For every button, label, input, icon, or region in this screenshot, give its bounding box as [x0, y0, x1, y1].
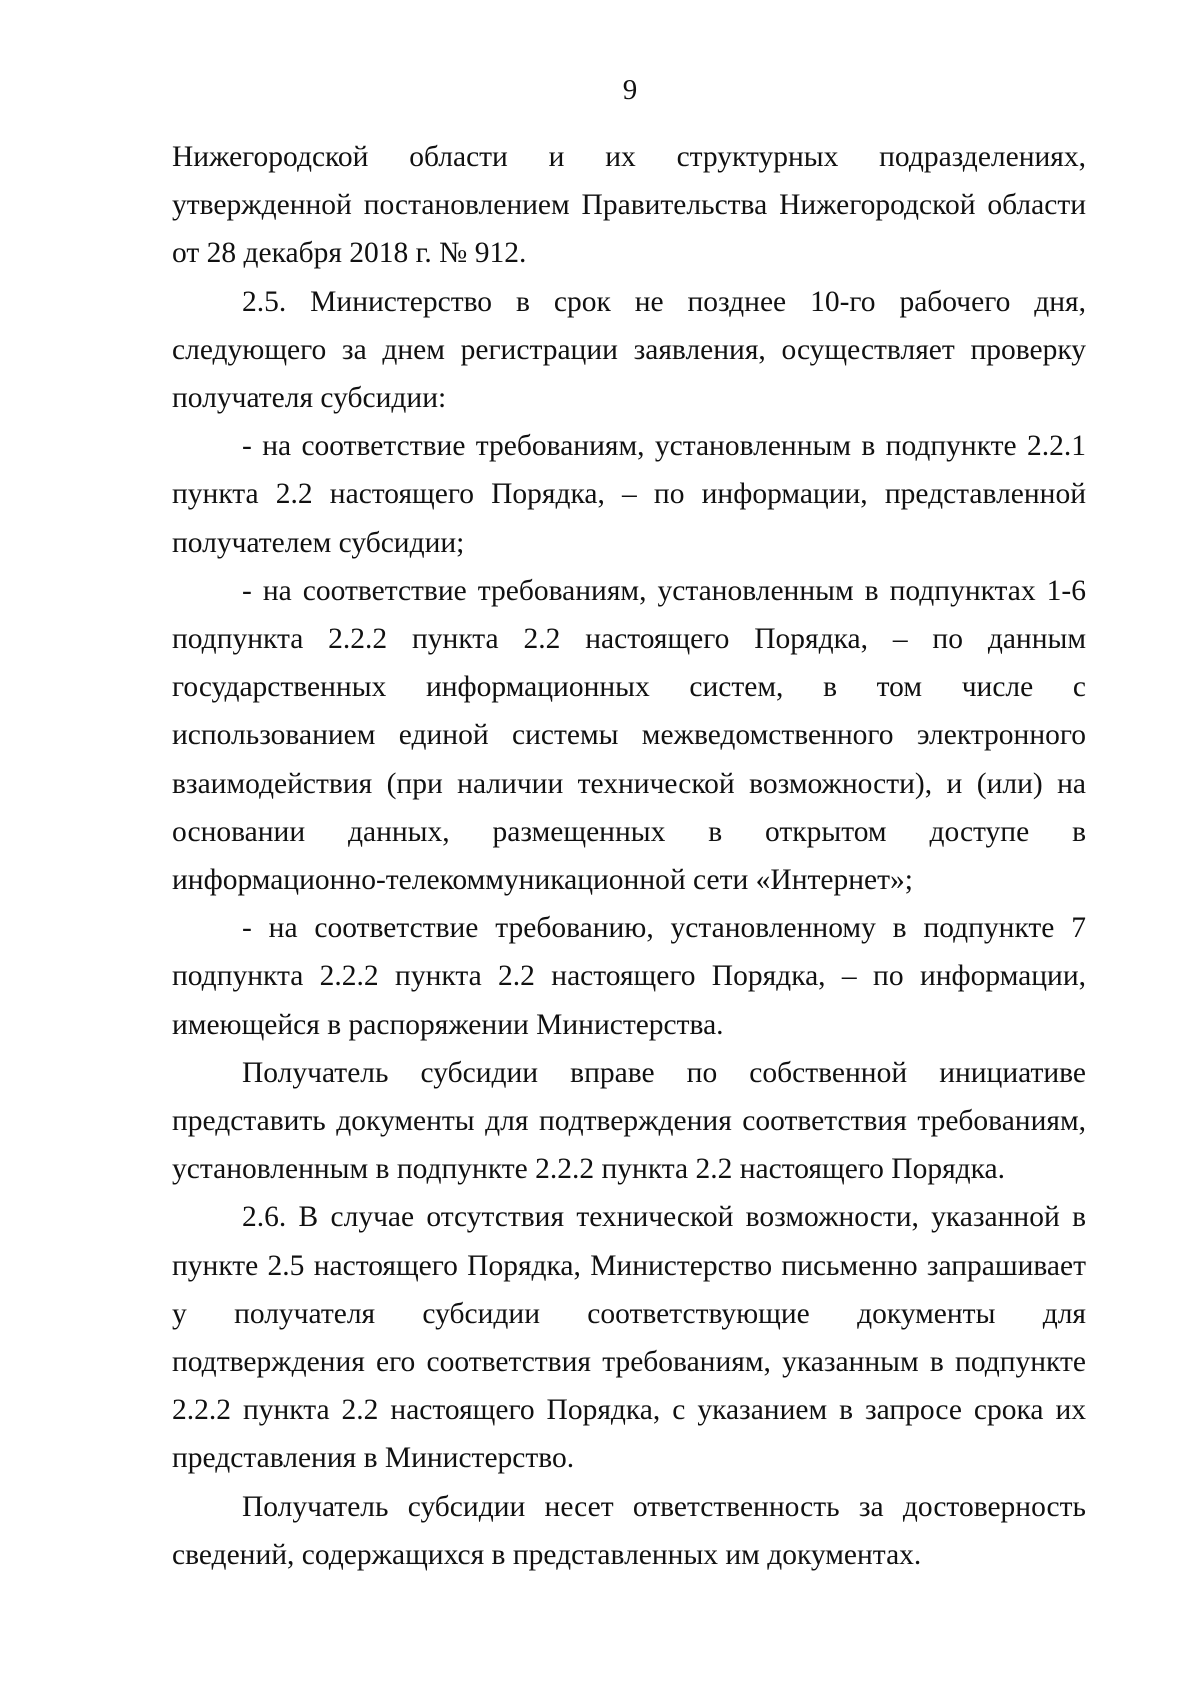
page-number: 9 — [622, 74, 638, 106]
document-body — [172, 133, 1086, 1579]
paragraph-check-2-2-1: - на соответствие требованиям, установленным в подпункте 2.2.1 пункта 2.2 настоящего Порядка, – по информации, представленной получателем субсидии; — [172, 430, 1086, 559]
paragraph-recipient-responsibility: Получатель субсидии несет ответственность за достоверность сведений, содержащихся в представленных им документах. — [172, 1490, 1086, 1571]
paragraph-check-7: - на соответствие требованию, установленному в подпункте 7 подпункта 2.2.2 пункта 2.2 настоящего Порядка, – по информации, имеющейся в распоряжении Министерства. — [172, 912, 1086, 1041]
paragraph-continuation: Нижегородской области и их структурных подразделениях, утвержденной постановлением Правительства Нижегородской области от 28 декабря 2018 г. № 912. — [172, 141, 1086, 270]
paragraph-2-5: 2.5. Министерство в срок не позднее 10-го рабочего дня, следующего за днем регистрации заявления, осуществляет проверку получателя субсидии: — [172, 285, 1086, 415]
paragraph-recipient-right: Получатель субсидии вправе по собственной инициативе представить документы для подтверждения соответствия требованиям, установленным в подпункте 2.2.2 пункта 2.2 настоящего Порядка. — [172, 1056, 1086, 1186]
paragraph-2-6: 2.6. В случае отсутствия технической возможности, указанной в пункте 2.5 настоящего Порядка, Министерство письменно запрашивает у получателя субсидии соответствующие документы для подтверждения его соответствия требованиям, указанным в подпункте 2.2.2 пункта 2.2 настоящего Порядка, с указанием в запросе срока их представления в Министерство. — [172, 1201, 1086, 1475]
paragraph-check-1-6: - на соответствие требованиям, установленным в подпунктах 1-6 подпункта 2.2.2 пункта 2.2 настоящего Порядка, – по данным государственных информационных систем, в том числе с использованием единой системы межведомственного электронного взаимодействия (при наличии технической возможности), и (или) на основании данных, размещенных в открытом доступе в информационно-телекоммуникационной сети «Интернет»; — [172, 574, 1086, 897]
